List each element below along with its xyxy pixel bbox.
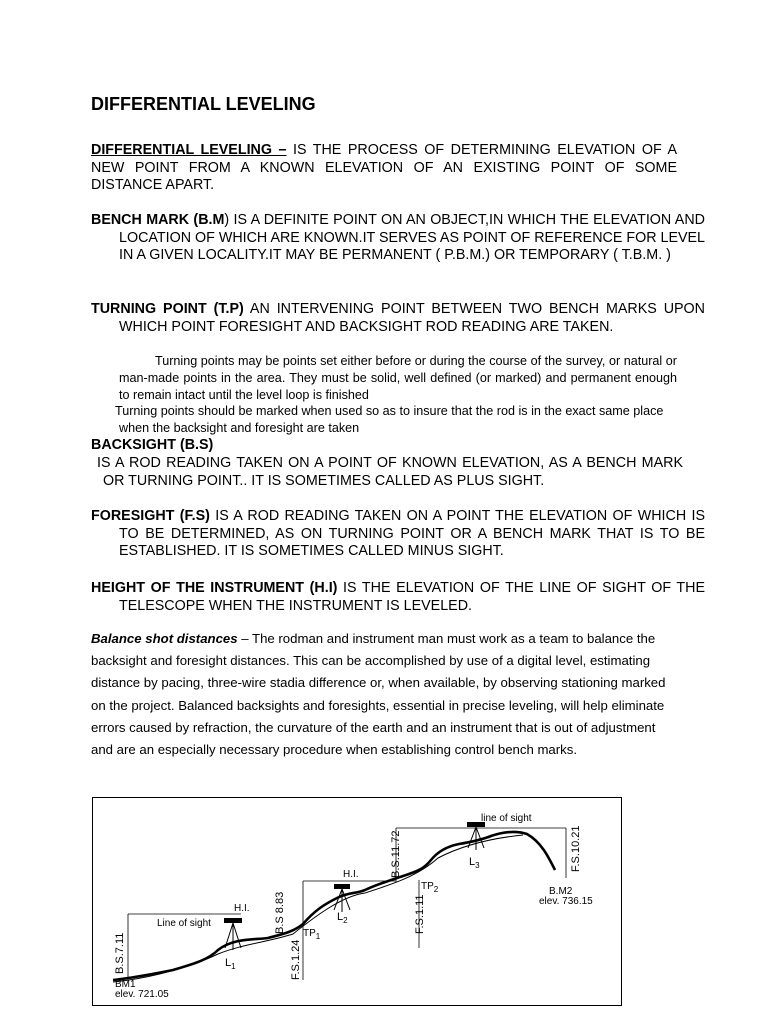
backsight-text: IS A ROD READING TAKEN ON A POINT OF KNOWN ELEVATION, AS A BENCH MARK OR TURNING POINT.. IT IS SOMETIMES CALLED AS PLUS SIGHT. [97, 455, 683, 489]
foresight-definition [91, 508, 705, 561]
bm1-label: BM1 [115, 979, 136, 990]
turning-point-note-2: Turning points should be marked when used so as to insure that the rod is in the exact same place when the backsight and foresight are taken [115, 404, 664, 435]
turning-point-term: TURNING POINT (T.P) [91, 301, 244, 317]
height-of-instrument-term: HEIGHT OF THE INSTRUMENT (H.I) [91, 580, 338, 596]
instrument-station-label-1: $L_1$ [225, 957, 236, 971]
foresight-label-1: F.S.1.24 [290, 939, 302, 980]
line-of-sight-label-1: Line of sight [157, 918, 211, 929]
bench-mark-text: ) IS A DEFINITE POINT ON AN OBJECT,IN WHICH THE ELEVATION AND LOCATION OF WHICH ARE KNOWN.IT SERVES AS POINT OF REFERENCE FOR LEVEL IN A GIVEN LOCALITY.IT MAY BE PERMANENT ( P.B.M.) OR TEMPORARY ( T.B.M. ) [119, 212, 706, 264]
backsight-label-3: B.S.11.72 [390, 830, 402, 878]
page-title: DIFFERENTIAL LEVELING [91, 94, 316, 114]
turning-point-text: AN INTERVENING POINT BETWEEN TWO BENCH MARKS UPON WHICH POINT FORESIGHT AND BACKSIGHT ROD READING ARE TAKEN. [119, 301, 706, 335]
hi-label-2: H.I. [343, 869, 359, 880]
bm2-label: B.M2 [549, 886, 573, 897]
foresight-text: IS A ROD READING TAKEN ON A POINT THE ELEVATION OF WHICH IS TO BE DETERMINED, AS ON TURNING POINT OR A BENCH MARK THAT IS TO BE ESTABLISHED. IT IS SOMETIMES CALLED MINUS SIGHT. [119, 508, 706, 560]
instrument-station-label-2: $L_2$ [337, 911, 348, 925]
turning-point-note-1: Turning points may be points set either before or during the course of the survey, or natural or man-made points in the area. They must be solid, well defined (or marked) and permanent enough to remain intact until the level loop is finished [119, 354, 677, 402]
balance-shot-text: – The rodman and instrument man must work as a team to balance the backsight and foresight distances. This can be accomplished by use of a digital level, estimating distance by pacing, three-wire stadia difference or, when available, by observing stationing marked on the project. Balanced backsights and foresights, essential in precise leveling, will help eliminate errors caused by refraction, the curvature of the earth and an instrument that is out of adjustment and are an especially necessary procedure when establishing control bench marks. [91, 631, 666, 758]
height-of-instrument-text: IS THE ELEVATION OF THE LINE OF SIGHT OF THE TELESCOPE WHEN THE INSTRUMENT IS LEVELED. [119, 580, 705, 614]
balance-shot-term: Balance shot distances [91, 631, 238, 646]
balance-shot-paragraph [91, 628, 677, 761]
level-instrument-3 [467, 822, 485, 850]
line-of-sight-label-2: line of sight [481, 813, 532, 824]
backsight-label-1: B.S.7.11 [114, 932, 126, 974]
height-of-instrument-definition [91, 580, 705, 615]
foresight-term: FORESIGHT (F.S) [91, 508, 210, 524]
bench-mark-term: BENCH MARK (B.M [91, 212, 225, 228]
foresight-label-2: F.S.1.11 [414, 894, 426, 934]
backsight-heading [91, 437, 677, 455]
turning-point-label-1: $TP_1$ [303, 928, 321, 941]
turning-point-definition [91, 301, 705, 336]
differential-leveling-definition [91, 142, 677, 195]
leveling-diagram [92, 797, 622, 1006]
leveling-diagram-svg [93, 798, 621, 1005]
foresight-label-3: F.S.10.21 [570, 825, 582, 872]
differential-leveling-term: DIFFERENTIAL LEVELING – [91, 142, 287, 158]
bench-mark-definition [91, 212, 705, 265]
bm1-elevation-label: elev. 721.05 [115, 989, 169, 1000]
backsight-label-2: B.S 8.83 [274, 891, 286, 934]
turning-point-label-2: $TP_2$ [421, 881, 439, 894]
terrain-profile [113, 832, 555, 980]
differential-leveling-text: IS THE PROCESS OF DETERMINING ELEVATION OF A NEW POINT FROM A KNOWN ELEVATION OF AN EXISTING POINT OF SOME DISTANCE APART. [91, 142, 677, 194]
bm2-elevation-label: elev. 736.15 [539, 896, 593, 907]
instrument-station-label-3: $L_3$ [469, 856, 480, 870]
backsight-term: BACKSIGHT (B.S) [91, 437, 214, 453]
hi-label-1: H.I. [234, 903, 250, 914]
